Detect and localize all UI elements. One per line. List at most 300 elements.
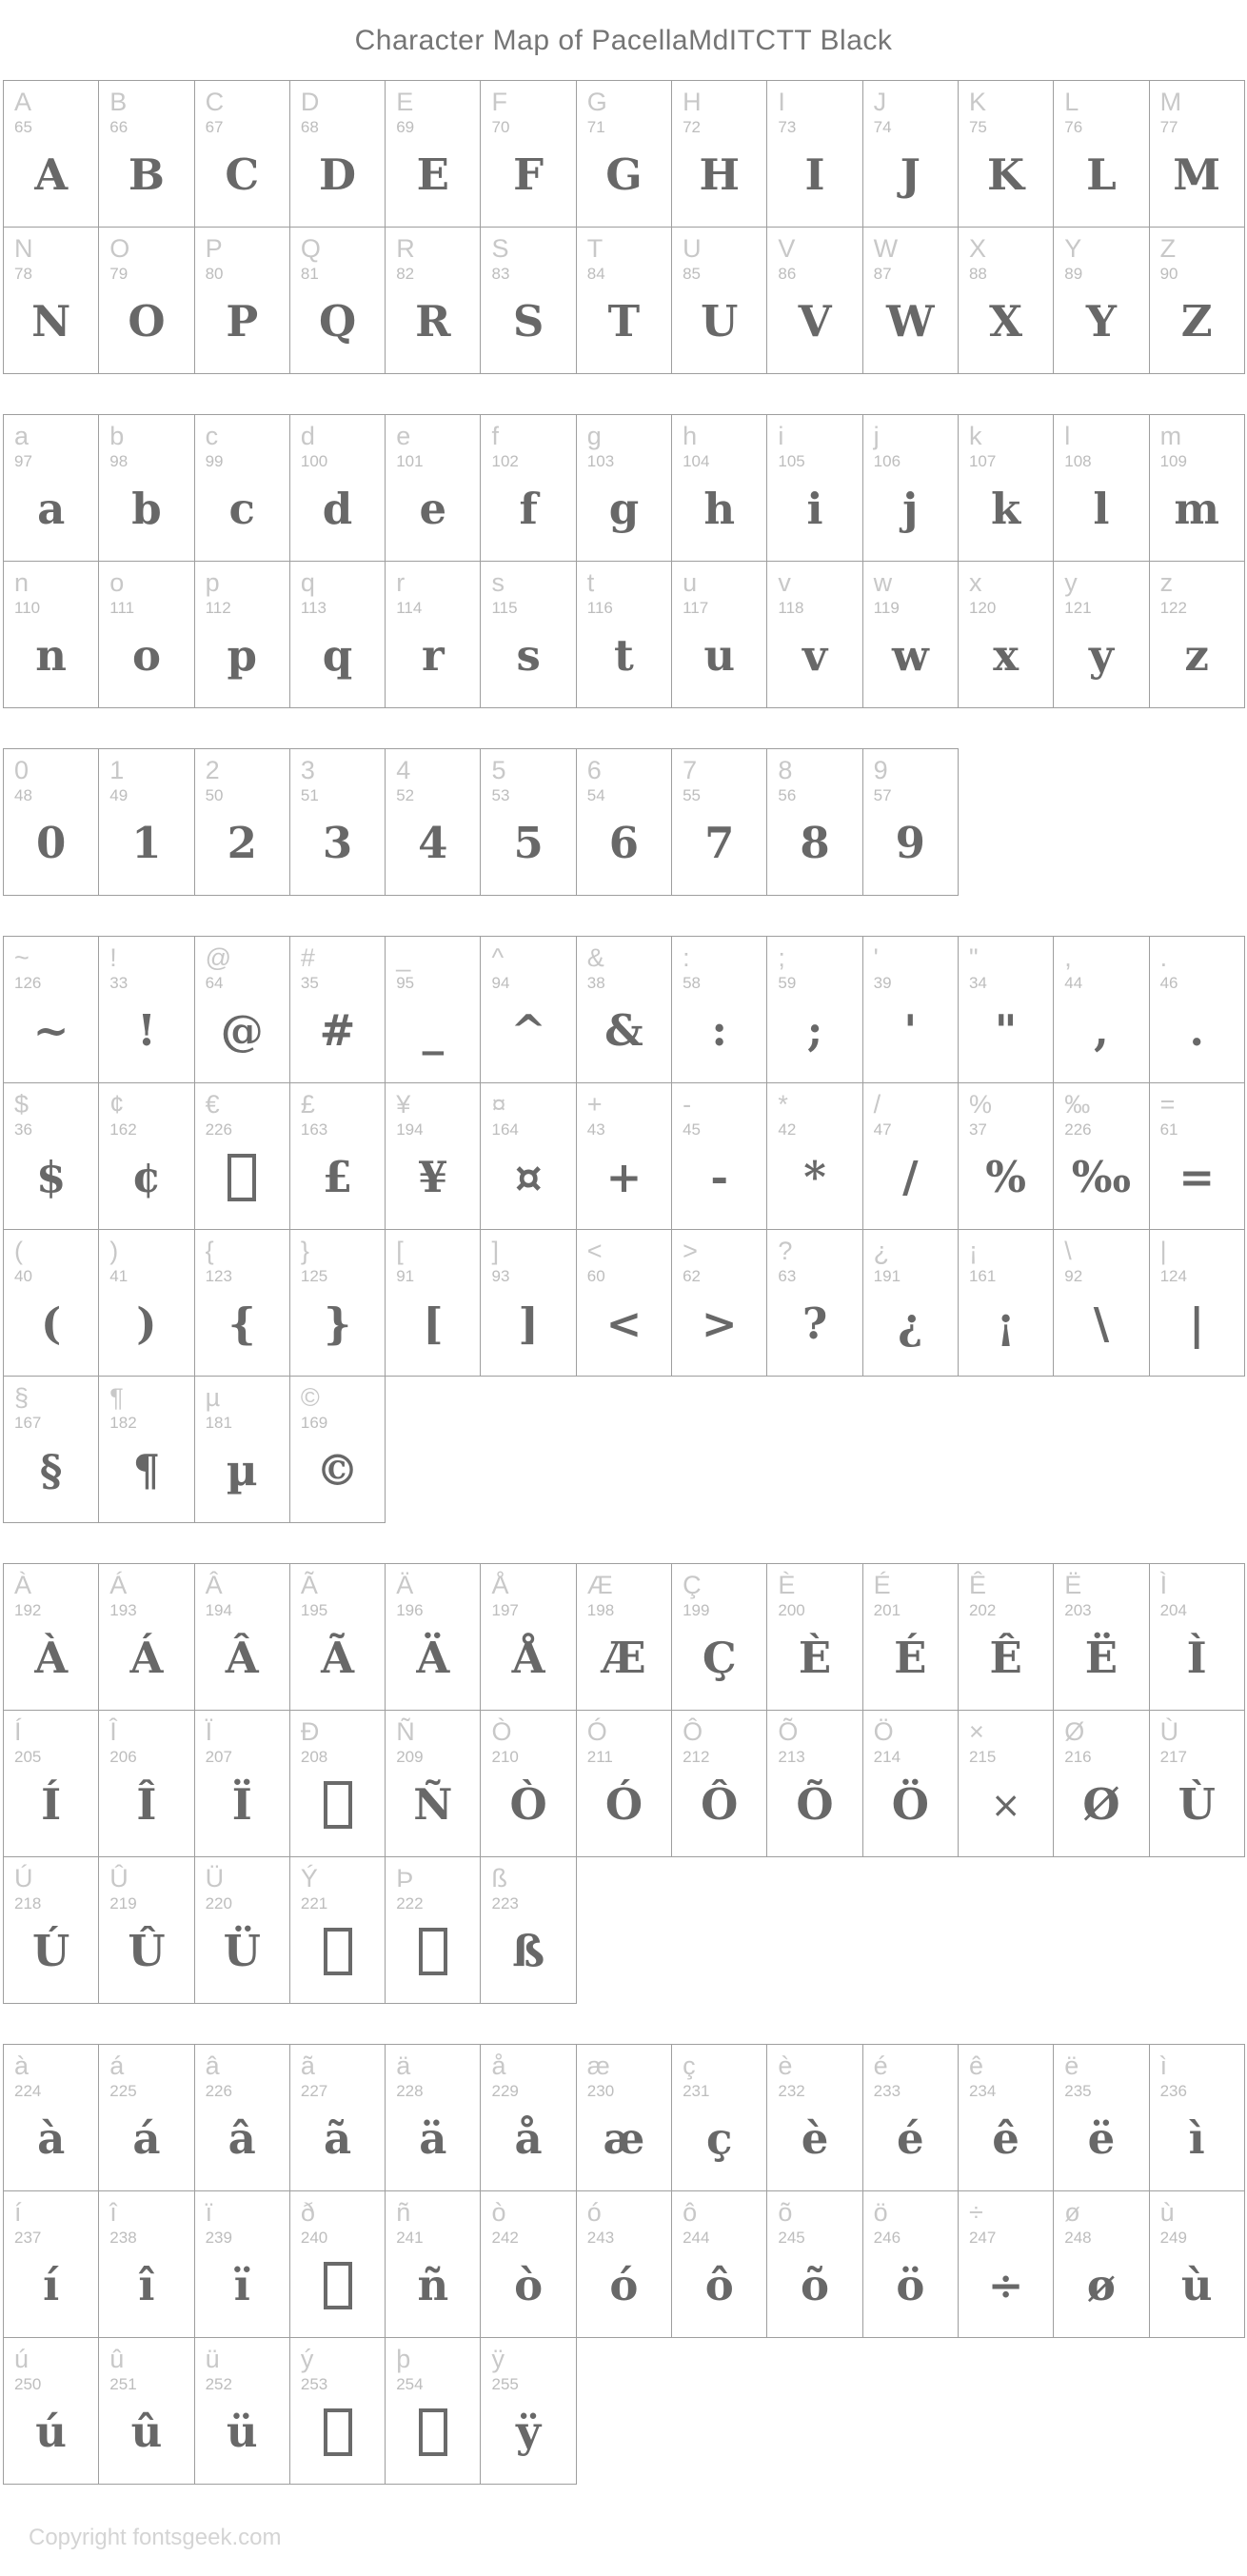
char-cell [577,936,672,1083]
cell-char-label: ¶ [109,1383,124,1412]
char-cell [99,2044,194,2191]
cell-char-code: 164 [491,1120,519,1139]
cell-head [1054,1564,1148,1621]
char-cell [863,1083,959,1230]
cell-char-label: í [14,2198,22,2227]
cell-head [195,2338,289,2395]
char-cell [195,1377,290,1523]
cell-char-code: 192 [14,1601,42,1620]
cell-char-label: 1 [109,756,125,784]
cell-head [386,415,480,472]
cell-glyph: v [802,630,828,682]
cell-char-label: < [586,1237,603,1265]
char-cell [290,1711,386,1857]
cell-char-code: 86 [778,265,797,284]
cell-head [959,2191,1053,2249]
cell-head [290,1377,385,1434]
cell-char-code: 59 [778,974,797,993]
cell-head [481,415,575,472]
cell-char-label: F [491,88,507,116]
char-cell [195,2191,290,2338]
char-cell [195,414,290,562]
cell-char-label: J [873,88,887,116]
cell-glyph: Õ [796,1779,834,1831]
char-cell [767,414,862,562]
cell-glyph: | [1189,1298,1205,1350]
char-cell [1150,1711,1245,1857]
cell-char-label: µ [205,1383,221,1412]
char-cell [577,1563,672,1711]
cell-char-label: g [586,422,602,450]
cell-char-code: 62 [683,1267,701,1286]
cell-char-code: 229 [491,2082,519,2101]
cell-glyph: Ñ [413,1779,453,1831]
cell-head [195,749,289,806]
cell-char-code: 65 [14,118,32,137]
char-cell [290,228,386,374]
cell-char-label: Y [1064,234,1082,263]
char-cell [481,2338,576,2485]
cell-glyph: f [519,484,538,535]
cell-head [290,2045,385,2102]
cell-char-label: 5 [491,756,506,784]
cell-head [959,1230,1053,1287]
cell-glyph: Å [511,1633,545,1684]
char-cell [672,228,767,374]
missing-glyph-box [419,1928,447,1975]
cell-char-code: 246 [873,2229,901,2248]
cell-char-label: I [778,88,785,116]
char-cell [195,80,290,228]
cell-char-label: æ [586,2051,610,2080]
cell-char-label: ~ [14,943,30,972]
cell-glyph: å [514,2113,543,2165]
char-cell [1150,1083,1245,1230]
cell-char-code: 93 [491,1267,510,1286]
cell-glyph: \ [1093,1298,1110,1350]
cell-head [195,415,289,472]
cell-char-label: 9 [873,756,888,784]
cell-char-code: 182 [109,1414,137,1433]
cell-head [672,81,766,138]
char-cell [959,1563,1054,1711]
cell-head [863,1564,958,1621]
cell-char-label: p [205,568,220,597]
cell-char-label: | [1159,1237,1167,1265]
char-cell [386,936,481,1083]
char-section-lowercase [3,414,1247,708]
cell-head [959,228,1053,285]
cell-head [481,1083,575,1140]
cell-char-label: n [14,568,30,597]
char-row [3,562,1247,708]
char-cell [1150,1230,1245,1377]
cell-head [4,228,98,285]
cell-char-code: 239 [205,2229,232,2248]
cell-char-code: 102 [491,452,519,471]
char-cell [3,1563,99,1711]
cell-glyph: © [316,1445,360,1496]
cell-glyph: Ä [416,1633,450,1684]
char-cell [3,1857,99,2004]
char-cell [3,562,99,708]
char-cell [290,1377,386,1523]
cell-char-label: Q [300,234,321,263]
cell-head [577,749,671,806]
char-cell [195,228,290,374]
cell-char-code: 211 [586,1748,613,1767]
char-cell [1054,1711,1149,1857]
cell-char-code: 44 [1064,974,1083,993]
char-cell [99,1083,194,1230]
cell-glyph: ¡ [996,1298,1016,1350]
cell-char-code: 231 [683,2082,710,2101]
cell-char-label: C [205,88,225,116]
cell-head [767,1083,861,1140]
char-cell [767,562,862,708]
cell-glyph: è [801,2113,829,2165]
cell-head [577,228,671,285]
cell-char-label: G [586,88,607,116]
char-cell [959,562,1054,708]
cell-char-code: 247 [968,2229,997,2248]
char-cell [863,1711,959,1857]
cell-head [481,1857,575,1914]
char-cell [1054,228,1149,374]
cell-char-label: y [1064,568,1078,597]
cell-head [767,749,861,806]
char-cell [195,1563,290,1711]
cell-glyph: Æ [602,1633,646,1684]
cell-head [290,228,385,285]
cell-char-code: 125 [300,1267,328,1286]
char-cell [959,414,1054,562]
cell-glyph: j [902,484,919,535]
cell-char-label: t [586,568,595,597]
cell-char-label: Ô [683,1717,703,1746]
char-cell [99,228,194,374]
cell-char-code: 234 [968,2082,997,2101]
cell-glyph: ä [419,2113,447,2165]
cell-head [767,415,861,472]
cell-head [195,228,289,285]
cell-head [1150,415,1244,472]
cell-head [1054,1083,1148,1140]
cell-char-code: 48 [14,786,32,805]
char-cell [386,1563,481,1711]
char-row [3,1711,1247,1857]
cell-head [99,937,193,994]
char-cell [481,1083,576,1230]
cell-char-label: h [683,422,698,450]
cell-glyph: > [701,1298,738,1350]
cell-head [99,2045,193,2102]
char-cell [3,2338,99,2485]
cell-glyph: ß [512,1926,545,1977]
cell-head [195,937,289,994]
cell-head [767,1564,861,1621]
cell-char-code: 68 [300,118,319,137]
cell-head [672,2191,766,2249]
cell-char-code: 75 [968,118,987,137]
cell-char-code: 77 [1159,118,1178,137]
cell-char-label: X [968,234,986,263]
cell-head [767,1230,861,1287]
cell-glyph: P [226,296,259,347]
cell-glyph: q [322,630,353,682]
cell-glyph: ; [806,1005,823,1057]
cell-char-code: 34 [968,974,987,993]
char-cell [863,748,959,896]
cell-char-code: 195 [300,1601,328,1620]
cell-char-label: x [968,568,982,597]
char-cell [386,1230,481,1377]
cell-char-label: d [300,422,315,450]
cell-head [959,1564,1053,1621]
cell-char-label: ü [205,2345,220,2373]
cell-glyph: 8 [800,818,830,869]
cell-glyph: a [37,484,66,535]
cell-char-code: 241 [396,2229,424,2248]
cell-head [1054,1230,1148,1287]
cell-char-label: Ó [586,1717,607,1746]
char-cell [195,748,290,896]
cell-glyph: 9 [895,818,925,869]
char-cell [386,80,481,228]
cell-head [672,562,766,619]
cell-char-code: 161 [968,1267,997,1286]
cell-char-label: ¤ [491,1090,506,1119]
cell-head [386,1711,480,1768]
cell-head [481,937,575,994]
cell-head [672,749,766,806]
cell-char-label: Õ [778,1717,799,1746]
cell-char-label: ç [683,2051,696,2080]
cell-glyph: ~ [32,1005,69,1057]
cell-glyph: ¥ [418,1152,448,1203]
missing-glyph-box [419,2408,447,2456]
cell-char-label: ¥ [396,1090,411,1119]
cell-char-label: É [873,1571,891,1599]
cell-head [1054,1711,1148,1768]
cell-glyph: Ü [223,1926,261,1977]
cell-char-code: 249 [1159,2229,1187,2248]
cell-head [767,562,861,619]
cell-head [195,1083,289,1140]
cell-head [1054,2045,1148,2102]
cell-glyph: ' [903,1005,918,1057]
cell-head [863,749,958,806]
cell-glyph: ë [1087,2113,1116,2165]
cell-char-code: 87 [873,265,892,284]
cell-head [672,2045,766,2102]
char-cell [290,1083,386,1230]
char-cell [767,748,862,896]
char-cell [195,2044,290,2191]
cell-char-code: 52 [396,786,415,805]
cell-head [386,228,480,285]
char-cell [1150,80,1245,228]
char-cell [481,2191,576,2338]
cell-char-label: > [683,1237,698,1265]
char-cell [386,414,481,562]
cell-char-label: M [1159,88,1182,116]
cell-glyph: ü [226,2407,258,2458]
cell-char-label: K [968,88,986,116]
cell-char-label: Ý [300,1864,318,1892]
char-cell [1150,1563,1245,1711]
cell-char-label: 7 [683,756,698,784]
cell-char-code: 226 [1064,1120,1092,1139]
cell-glyph: É [894,1633,927,1684]
cell-glyph: K [987,149,1025,201]
cell-head [195,562,289,619]
cell-glyph: z [1184,630,1209,682]
cell-glyph: û [130,2407,163,2458]
cell-head [290,81,385,138]
cell-glyph: R [415,296,451,347]
cell-head [4,1083,98,1140]
char-cell [863,1230,959,1377]
cell-head [481,2191,575,2249]
cell-head [577,562,671,619]
cell-char-code: 88 [968,265,987,284]
cell-glyph: Í [41,1779,62,1831]
char-cell [672,562,767,708]
cell-char-code: 212 [683,1748,710,1767]
cell-char-label: * [778,1090,788,1119]
cell-char-code: 50 [205,786,224,805]
char-cell [290,2191,386,2338]
cell-char-code: 122 [1159,599,1187,618]
cell-glyph: V [798,296,832,347]
cell-head [863,1083,958,1140]
cell-char-code: 233 [873,2082,901,2101]
char-section-uppercase-accented [3,1563,1247,2004]
cell-head [290,2191,385,2249]
cell-char-code: 248 [1064,2229,1092,2248]
cell-char-code: 101 [396,452,424,471]
cell-glyph: ? [802,1298,828,1350]
char-row [3,1377,1247,1523]
cell-glyph: o [131,630,161,682]
cell-head [1150,228,1244,285]
cell-glyph: 6 [608,818,640,869]
char-section-digits [3,748,1247,896]
cell-char-code: 63 [778,1267,797,1286]
cell-head [959,562,1053,619]
cell-head [290,2338,385,2395]
cell-char-label: Î [109,1717,117,1746]
char-cell [386,228,481,374]
cell-char-label: õ [778,2198,793,2227]
cell-char-label: . [1159,943,1168,972]
cell-char-code: 49 [109,786,129,805]
cell-head [767,81,861,138]
cell-char-label: H [683,88,702,116]
cell-char-label: Þ [396,1864,414,1892]
cell-char-code: 71 [586,118,605,137]
cell-char-label: ¢ [109,1090,125,1119]
char-cell [1054,2044,1149,2191]
cell-char-label: W [873,234,899,263]
cell-char-code: 215 [968,1748,997,1767]
cell-char-code: 81 [300,265,319,284]
cell-char-code: 90 [1159,265,1178,284]
char-cell [195,1857,290,2004]
cell-char-code: 124 [1159,1267,1187,1286]
cell-char-code: 64 [205,974,224,993]
cell-char-label: P [205,234,223,263]
char-cell [290,1230,386,1377]
cell-char-label: s [491,568,505,597]
cell-head [959,415,1053,472]
cell-head [767,2045,861,2102]
cell-head [4,937,98,994]
cell-head [4,81,98,138]
cell-char-code: 214 [873,1748,901,1767]
cell-char-code: 40 [14,1267,32,1286]
cell-head [195,81,289,138]
cell-char-label: Ì [1159,1571,1168,1599]
cell-char-label: @ [205,943,232,972]
char-cell [1054,1563,1149,1711]
cell-char-label: v [778,568,791,597]
cell-char-code: 213 [778,1748,805,1767]
cell-head [577,937,671,994]
char-cell [99,936,194,1083]
cell-head [863,1230,958,1287]
cell-head [1150,937,1244,994]
char-cell [3,1711,99,1857]
cell-char-code: 108 [1064,452,1092,471]
cell-glyph: Q [318,296,357,347]
cell-head [290,1230,385,1287]
cell-char-code: 227 [300,2082,328,2101]
cell-glyph: Ê [989,1633,1022,1684]
cell-char-code: 73 [778,118,797,137]
cell-char-code: 116 [586,599,613,618]
cell-glyph: ‰ [1071,1152,1132,1203]
cell-glyph: r [421,630,445,682]
cell-glyph: æ [603,2113,645,2165]
cell-head [4,1857,98,1914]
cell-char-code: 105 [778,452,805,471]
cell-glyph: Ù [1178,1779,1216,1831]
cell-char-code: 61 [1159,1120,1178,1139]
char-row [3,2338,1247,2485]
cell-glyph [386,2395,480,2484]
cell-char-label: î [109,2198,117,2227]
cell-head [290,1083,385,1140]
cell-glyph [290,1914,385,2003]
missing-glyph-box [228,1154,256,1201]
cell-char-code: 167 [14,1414,42,1433]
cell-head [577,1564,671,1621]
cell-char-code: 46 [1159,974,1178,993]
cell-char-label: ¡ [968,1237,978,1265]
char-cell [672,748,767,896]
cell-char-code: 74 [873,118,892,137]
cell-char-label: - [683,1090,692,1119]
cell-head [290,937,385,994]
cell-head [386,81,480,138]
char-cell [3,2191,99,2338]
cell-head [481,2045,575,2102]
cell-char-code: 209 [396,1748,424,1767]
cell-char-code: 91 [396,1267,415,1286]
cell-glyph: = [1178,1152,1216,1203]
